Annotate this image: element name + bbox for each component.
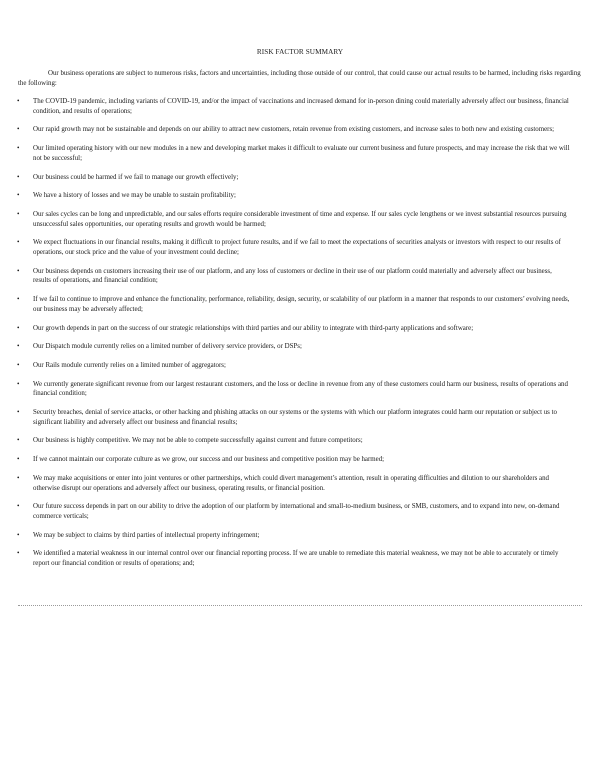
risk-item-text: We may be subject to claims by third parties of intellectual property infringement; — [33, 531, 260, 539]
risk-item-text: Security breaches, denial of service attacks, or other hacking and phishing attacks on our systems or the systems with which our platform integrates could harm our reputation or subject us to significant liability and adversely affect our business and financial results; — [33, 409, 557, 426]
risk-item-text: Our Dispatch module currently relies on a limited number of delivery service providers, or DSPs; — [33, 343, 302, 351]
risk-item-text: We identified a material weakness in our internal control over our financial reporting process. If we are unable to remediate this material weakness, we may not be able to accurately or timely report our financial condition or results of operations; and; — [33, 550, 559, 568]
page-divider — [18, 605, 582, 606]
bullet-icon: • — [17, 323, 20, 332]
risk-item — [0, 97, 570, 116]
risk-item-text: Our future success depends in part on our ability to drive the adoption of our platform by international and small-to-medium business, or SMB, customers, and to expand into new, on-demand commerce verticals; — [33, 503, 560, 520]
bullet-icon: • — [17, 144, 20, 153]
bullet-icon: • — [17, 97, 20, 105]
risk-item-text: Our growth depends in part on the success of our strategic relationships with third parties and our ability to integrate with third-party applications and software; — [33, 324, 474, 332]
risk-item-text: We may make acquisitions or enter into joint ventures or other partnerships, which could divert management’s attention, result in operating difficulties and dilution to our shareholders and otherwise disrupt our operations and adversely affect our business, operating results, or financial position. — [33, 474, 549, 492]
risk-item-text: Our rapid growth may not be sustainable and depends on our ability to attract new customers, retain revenue from existing customers, and increase sales to both new and existing customers; — [33, 126, 555, 134]
risk-item — [0, 125, 570, 135]
risk-item — [0, 173, 570, 183]
risk-item-text: Our business could be harmed if we fail to manage our growth effectively; — [33, 173, 239, 181]
bullet-icon: • — [17, 530, 20, 539]
risk-item-text: If we cannot maintain our corporate culture as we grow, our success and our business and competitive position may be harmed; — [33, 456, 385, 464]
risk-item-text: Our business depends on customers increasing their use of our platform, and any loss of customers or decline in their use of our platform could materially and adversely affect our business, results of operations, and financial condition; — [33, 267, 552, 285]
risk-item-text: Our sales cycles can be long and unpredictable, and our sales efforts require considerable investment of time and expense. If our sales cycle lengthens or we invest substantial resources pursuing unsuccessful sales opportunities, our operating results and growth would be harmed; — [33, 210, 567, 228]
risk-item — [0, 238, 570, 257]
risk-item — [0, 324, 570, 334]
bullet-icon: • — [17, 360, 20, 369]
bullet-icon: • — [17, 408, 20, 417]
risk-item-text: If we fail to continue to improve and enhance the functionality, performance, reliability, design, security, or scalability of our platform in a manner that responds to our customers’ evolving needs, our business may be adversely affected; — [33, 296, 570, 313]
intro-paragraph: Our business operations are subject to numerous risks, factors and uncertainties, including those outside of our control, that could cause our actual results to be harmed, including risks regarding the following: — [18, 70, 581, 87]
risk-item — [0, 380, 570, 399]
risk-item — [0, 295, 570, 314]
risk-item — [0, 531, 570, 541]
risk-item — [0, 342, 570, 352]
risk-item — [0, 191, 570, 201]
risk-item-text: We currently generate significant revenue from our largest restaurant customers, and the loss or decline in revenue from any of these customers could harm our business, results of operations and financial condition; — [33, 380, 568, 398]
risk-item — [0, 144, 570, 163]
risk-item — [0, 361, 570, 371]
risk-item — [0, 502, 570, 521]
risk-item — [0, 455, 570, 465]
risk-item-text: Our Rails module currently relies on a limited number of aggregators; — [33, 361, 226, 369]
bullet-icon: • — [17, 379, 20, 388]
risk-item — [0, 210, 570, 229]
bullet-icon: • — [17, 436, 20, 445]
risk-item — [0, 436, 570, 446]
risk-item — [0, 408, 570, 427]
risk-item-text: The COVID-19 pandemic, including variants of COVID-19, and/or the impact of vaccinations and increased demand for in-person dining could materially adversely affect our business, financial condition, and results of operations; — [33, 98, 569, 115]
bullet-icon: • — [17, 125, 20, 134]
risk-item-text: We have a history of losses and we may be unable to sustain profitability; — [33, 192, 236, 200]
risk-item-text: Our limited operating history with our new modules in a new and developing market makes it difficult to evaluate our current business and future prospects, and may increase the risk that we will not be successful; — [33, 145, 570, 162]
bullet-icon: • — [17, 342, 20, 351]
risk-item-text: Our business is highly competitive. We may not be able to compete successfully against current and future competitors; — [33, 437, 363, 445]
bullet-icon: • — [17, 295, 20, 304]
bullet-icon: • — [17, 191, 20, 200]
bullet-icon: • — [17, 266, 20, 275]
page-title: RISK FACTOR SUMMARY — [256, 48, 344, 56]
bullet-icon: • — [17, 473, 20, 482]
bullet-icon: • — [17, 238, 20, 247]
bullet-icon: • — [17, 502, 20, 511]
bullet-icon: • — [17, 209, 20, 218]
risk-item — [0, 474, 570, 493]
risk-item — [0, 267, 570, 286]
risk-item-text: We expect fluctuations in our financial results, making it difficult to project future results, and if we fail to meet the expectations of securities analysts or investors with respect to our results of operations, our stock price and the value of your investment could decline; — [33, 239, 561, 257]
bullet-icon: • — [17, 549, 20, 558]
risk-item — [0, 549, 570, 568]
bullet-icon: • — [17, 455, 20, 464]
risk-factor-list — [0, 97, 600, 578]
bullet-icon: • — [17, 172, 20, 181]
